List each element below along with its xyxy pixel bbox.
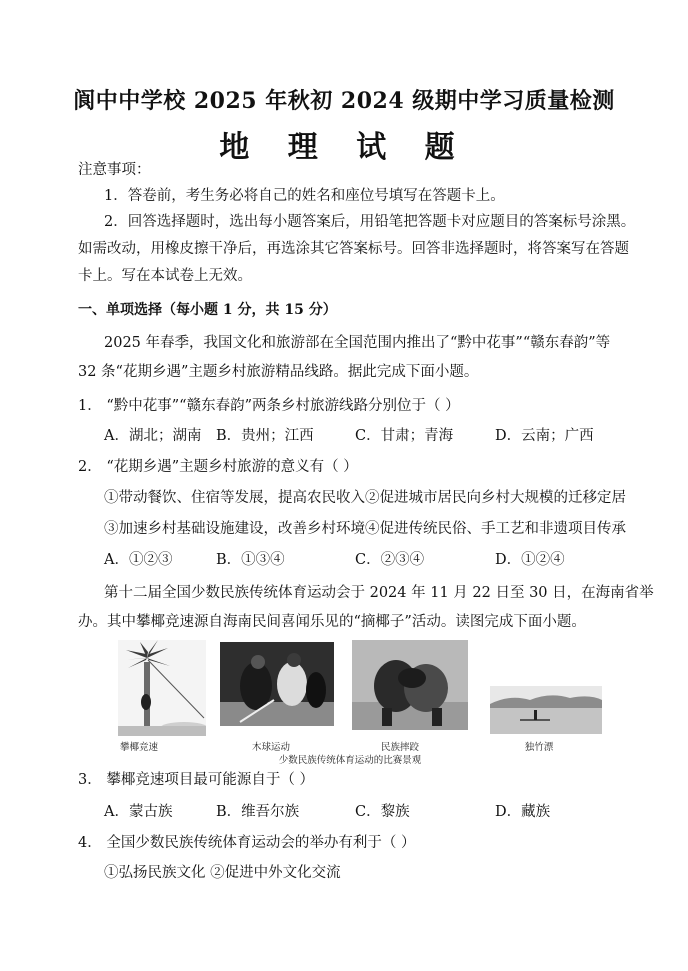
exam-title: 阆中中学校 2025 年秋初 2024 级期中学习质量检测	[73, 88, 615, 114]
passage-1-line-1: 2025 年春季，我国文化和旅游部在全国范围内推出了“黔中花事”“赣东春韵”等	[104, 335, 611, 351]
note-item-2-line-2: 如需改动，用橡皮擦干净后，再选涂其它答案标号。回答非选择题时，将答案写在答题	[78, 241, 629, 257]
wrestling-photo	[352, 640, 468, 730]
question-3-option-a: A．蒙古族	[104, 804, 173, 820]
question-2-option-d: D．①②④	[495, 552, 565, 568]
question-2-option-c: C．②③④	[355, 552, 425, 568]
note-item-2-line-1: 2．回答选择题时，选出每小题答案后，用铅笔把答题卡对应题目的答案标号涂黑。	[104, 214, 636, 230]
notes-heading: 注意事项：	[78, 162, 151, 178]
note-item-1: 1．答卷前，考生务必将自己的姓名和座位号填写在答题卡上。	[104, 188, 505, 204]
note-item-2-line-3: 卡上。写在本试卷上无效。	[78, 268, 252, 284]
passage-2-line-2: 办。其中攀椰竞速源自海南民间喜闻乐见的“摘椰子”活动。读图完成下面小题。	[78, 614, 586, 630]
question-3-stem: 3． 攀椰竞速项目最可能源自于（ ）	[78, 772, 314, 788]
question-2-statements-2: ③加速乡村基础设施建设，改善乡村环境④促进传统民俗、手工艺和非遗项目传承	[104, 521, 626, 537]
question-2-stem: 2． “花期乡遇”主题乡村旅游的意义有（ ）	[78, 459, 358, 475]
question-4-statements-1: ①弘扬民族文化 ②促进中外文化交流	[104, 865, 341, 881]
figure-caption-1: 攀椰竞速	[119, 742, 158, 753]
question-2-option-a: A．①②③	[104, 552, 173, 568]
question-2-statements-1: ①带动餐饮、住宿等发展，提高农民收入②促进城市居民向乡村大规模的迁移定居	[104, 490, 626, 506]
question-2-option-b: B．①③④	[216, 552, 285, 568]
figure-caption-3: 民族摔跤	[380, 742, 419, 753]
question-1-stem: 1． “黔中花事”“赣东春韵”两条乡村旅游线路分别位于（ ）	[78, 398, 460, 414]
wooden-ball-photo	[220, 642, 334, 726]
question-3-option-c: C．黎族	[355, 804, 410, 820]
question-1-option-b: B．贵州；江西	[216, 428, 314, 444]
question-1-option-a: A．湖北；湖南	[104, 428, 202, 444]
question-3-option-d: D．藏族	[495, 804, 551, 820]
bamboo-drifting-photo	[490, 686, 602, 734]
coconut-climbing-photo	[118, 640, 206, 736]
section-heading: 一、单项选择（每小题 1 分，共 15 分）	[78, 302, 337, 318]
figure-caption-2: 木球运动	[251, 742, 290, 753]
figure-caption-4: 独竹漂	[524, 742, 554, 753]
question-3-option-b: B．维吾尔族	[216, 804, 300, 820]
passage-2-line-1: 第十二届全国少数民族传统体育运动会于 2024 年 11 月 22 日至 30 日，在海南省举	[104, 585, 654, 601]
question-1-option-d: D．云南；广西	[495, 428, 594, 444]
passage-1-line-2: 32 条“花期乡遇”主题乡村旅游精品线路。据此完成下面小题。	[78, 364, 479, 380]
figure-title: 少数民族传统体育运动的比赛景观	[278, 755, 422, 766]
question-1-option-c: C．甘肃；青海	[355, 428, 454, 444]
subject-title: 地 理 试 题	[219, 130, 469, 165]
question-4-stem: 4． 全国少数民族传统体育运动会的举办有利于（ ）	[78, 835, 416, 851]
